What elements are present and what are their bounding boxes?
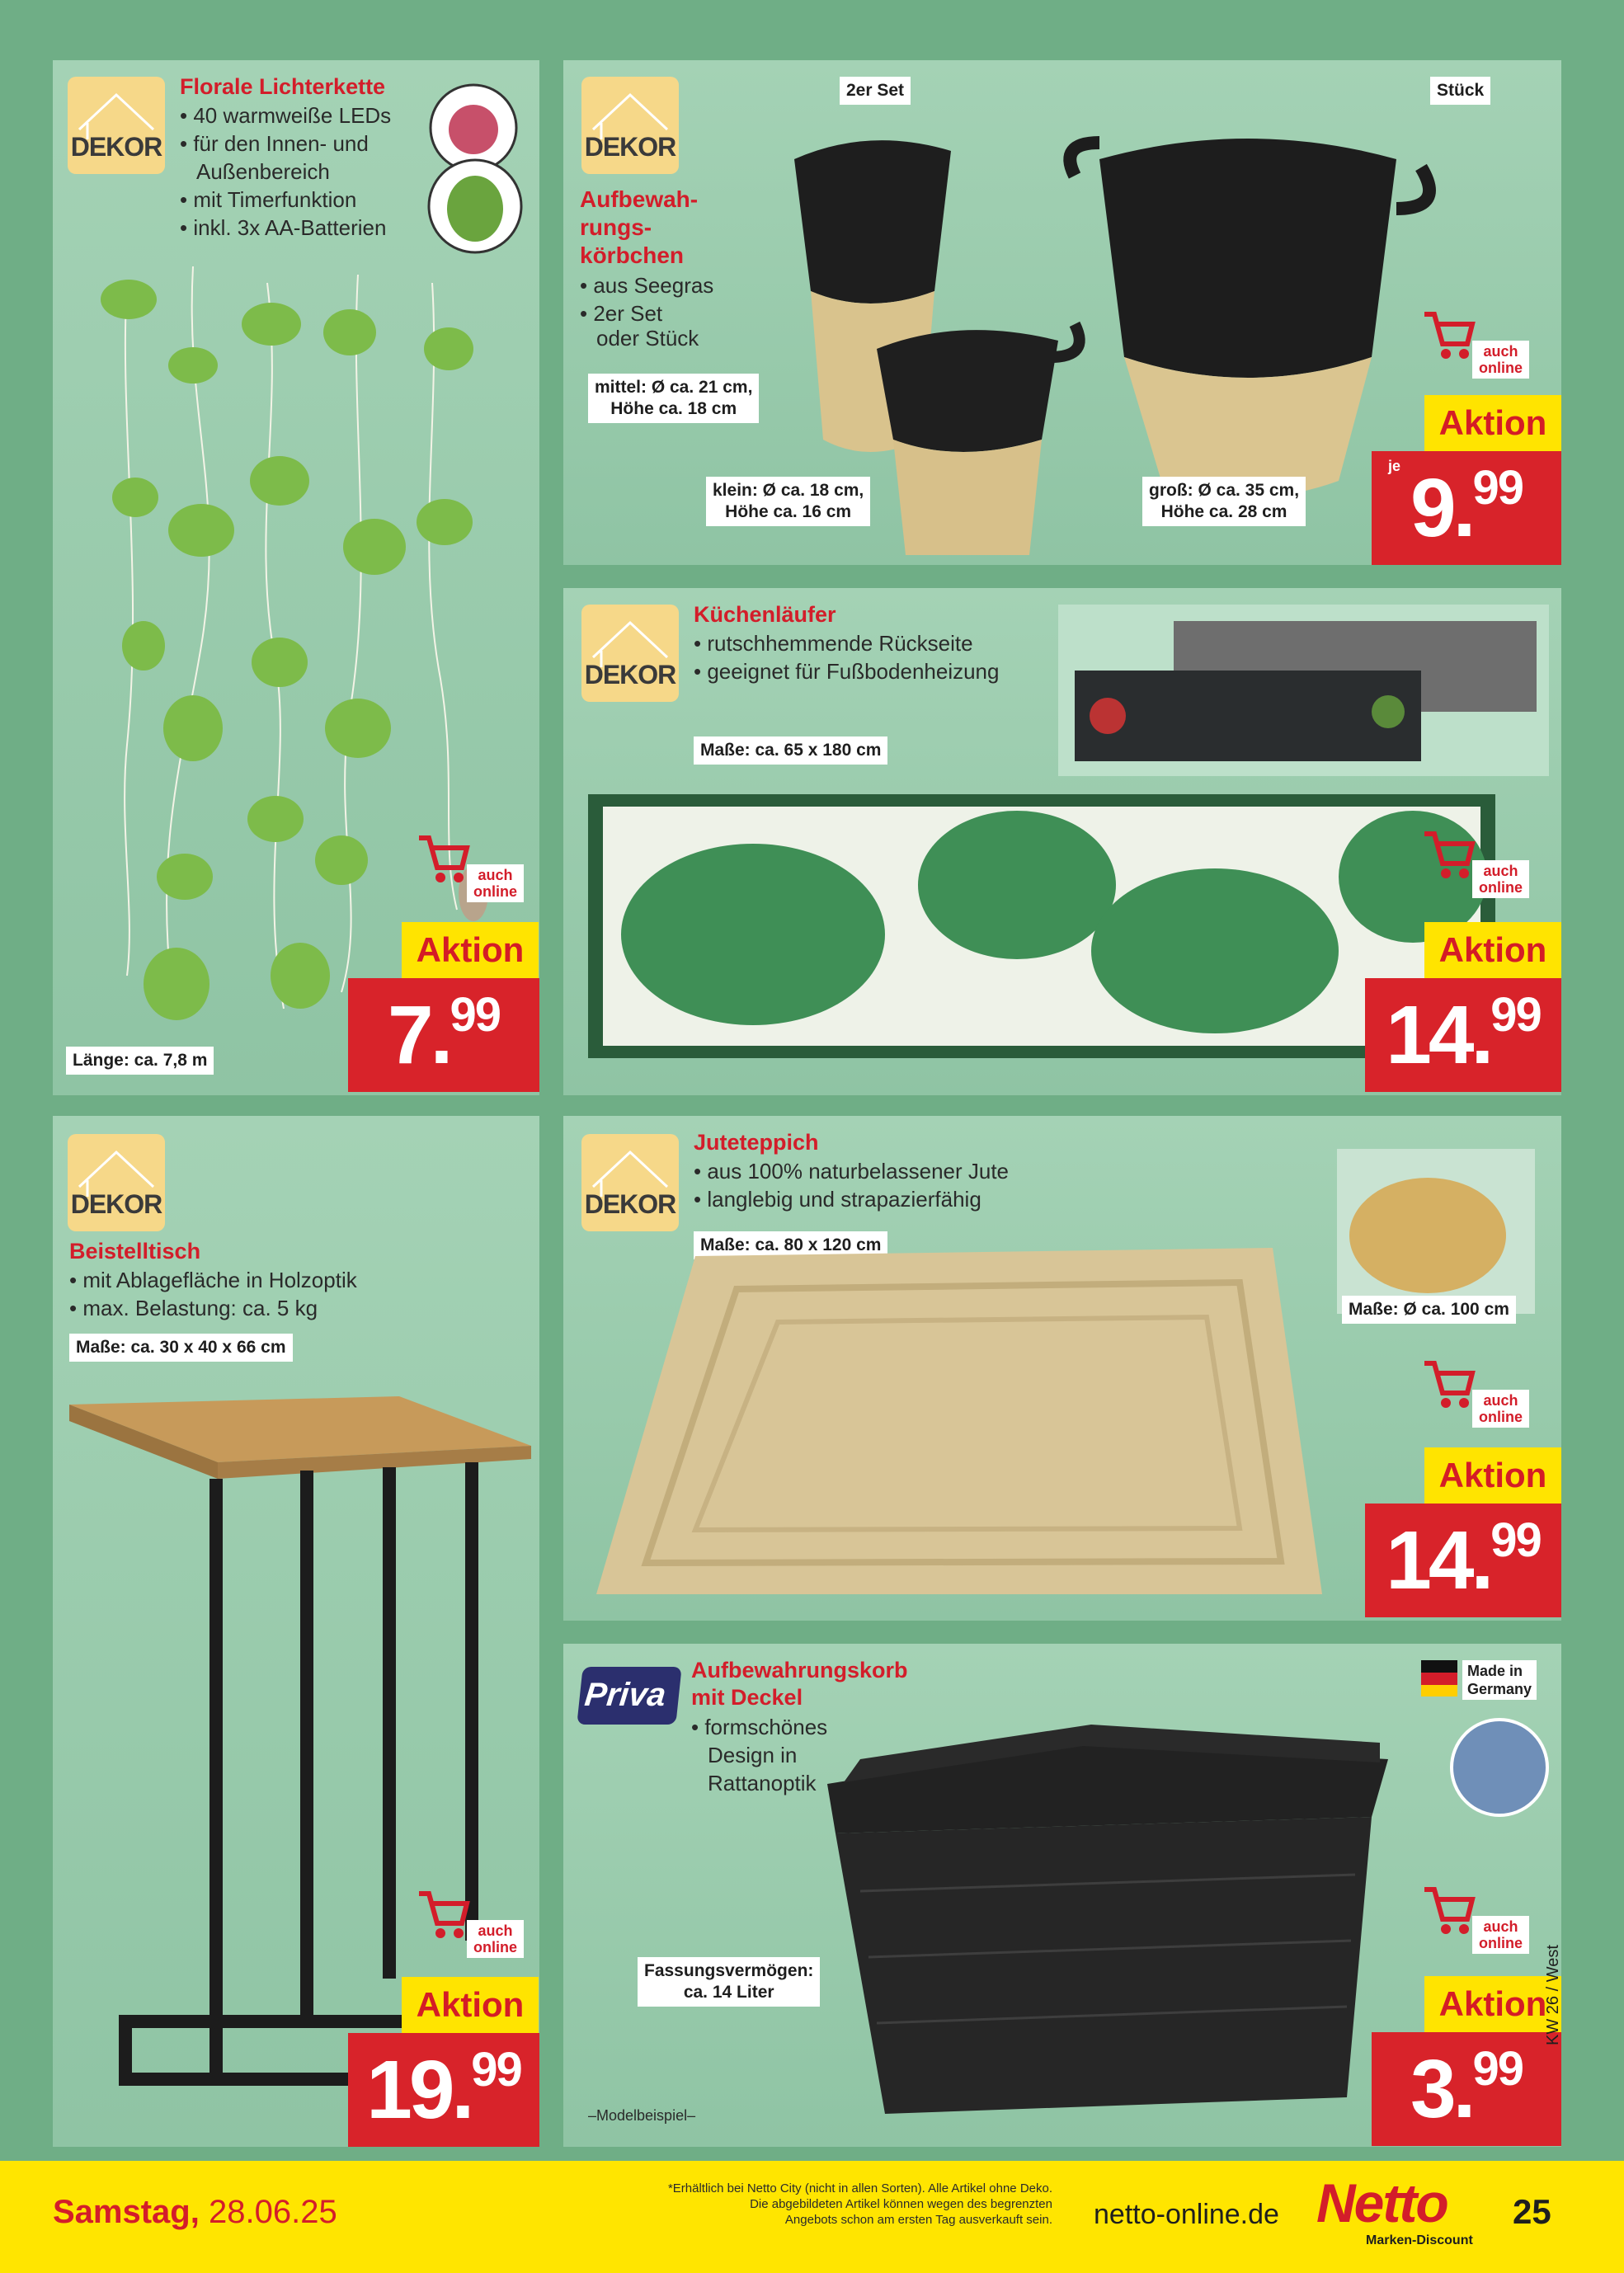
aktion-badge: Aktion — [1424, 1976, 1561, 2032]
page-number: 25 — [1513, 2192, 1551, 2231]
dekor-badge: DEKOR — [581, 605, 679, 702]
online-label: online — [473, 883, 517, 900]
product-bullets — [180, 101, 391, 158]
cart-icon — [416, 831, 473, 889]
label-2er-set: 2er Set — [840, 77, 911, 105]
bullet-continuation: Design in Rattanoptik — [708, 1743, 817, 1795]
size-tag-mittel: mittel: Ø ca. 21 cm, Höhe ca. 18 cm — [588, 374, 759, 423]
footer-disclaimer: *Erhältlich bei Netto City (nicht in allen Sorten). Alle Artikel ohne Deko. Die abgebildeten Artikel können wegen des begrenzten Angebots schon am ersten Tag ausverkauft sein. — [667, 2181, 1052, 2227]
product-panel-lichterkette — [53, 60, 539, 1095]
size-tag-klein: klein: Ø ca. 18 cm, Höhe ca. 16 cm — [706, 477, 870, 526]
cart-icon — [416, 1887, 473, 1945]
price-integer: 19. — [366, 2044, 472, 2136]
leaf-detail-image — [424, 78, 531, 260]
price-badge — [348, 2033, 539, 2147]
price-badge — [1365, 978, 1561, 1092]
bullet: • geeignet für Fußbodenheizung — [694, 657, 999, 685]
round-rug-image — [1337, 1149, 1535, 1314]
product-panel-beistelltisch — [53, 1116, 539, 2147]
price-badge — [348, 978, 539, 1092]
bullet: • rutschhemmende Rückseite — [694, 629, 999, 657]
capacity-tag: Fassungsvermögen: ca. 14 Liter — [638, 1957, 820, 2007]
bullet: • langlebig und strapazierfähig — [694, 1185, 1009, 1213]
footer — [0, 2161, 1624, 2273]
product-bullets — [69, 1266, 357, 1322]
size-tag: Maße: ca. 65 x 180 cm — [694, 736, 887, 765]
price-decimals: 99 — [1490, 988, 1541, 1042]
aktion-badge: Aktion — [1424, 922, 1561, 978]
bullet: • aus Seegras — [580, 271, 713, 299]
label-stueck: Stück — [1430, 77, 1490, 105]
aktion-badge: Aktion — [1424, 1447, 1561, 1504]
product-bullets — [694, 629, 999, 685]
rattan-detail-image — [1448, 1716, 1551, 1819]
product-title: Aufbewahrungskorb mit Deckel — [691, 1658, 908, 1710]
bullet-continuation: Außenbereich — [196, 159, 330, 184]
price-decimals: 99 — [1490, 1513, 1541, 1567]
footer-date: Samstag, 28.06.25 — [53, 2194, 337, 2230]
size-tag: Maße: ca. 80 x 120 cm — [694, 1231, 887, 1259]
auch-online-badge — [416, 831, 539, 906]
product-panel-kuechenlaeufer — [563, 588, 1561, 1095]
dekor-badge: DEKOR — [581, 77, 679, 174]
auch-online-badge: auch online — [416, 1887, 539, 1961]
size-tag: Maße: ca. 30 x 40 x 66 cm — [69, 1334, 293, 1362]
dekor-badge: DEKOR — [68, 1134, 165, 1231]
size-tag-gross: groß: Ø ca. 35 cm, Höhe ca. 28 cm — [1142, 477, 1306, 526]
product-bullets — [694, 1157, 1009, 1213]
price-decimals: 99 — [450, 988, 500, 1042]
bullet-continuation: oder Stück — [596, 326, 699, 351]
bullet: • inkl. 3x AA-Batterien — [180, 214, 386, 242]
product-title: Juteteppich — [694, 1130, 819, 1155]
product-bullets — [691, 1713, 827, 1741]
price-integer: 14. — [1386, 1514, 1491, 1607]
cart-icon — [1421, 308, 1479, 365]
aktion-badge: Aktion — [1424, 395, 1561, 451]
product-title: Küchenläufer — [694, 602, 836, 627]
product-bullets-2 — [180, 186, 386, 242]
product-panel-korb-deckel: Priva Aufbewahrungskorb mit Deckel • formschönes Design in Rattanoptik Made in Germany Fassungsvermögen: ca. 14 Liter –Modelbeispiel– auch online Aktion 3.99 — [563, 1644, 1561, 2147]
german-flag-icon — [1421, 1660, 1457, 1697]
size-tag: Länge: ca. 7,8 m — [66, 1047, 214, 1075]
product-title: Beistelltisch — [69, 1239, 201, 1264]
price-decimals: 99 — [1472, 461, 1523, 515]
cart-icon — [1421, 827, 1479, 885]
bullet: • formschönes — [691, 1713, 827, 1741]
aktion-badge: Aktion — [402, 1977, 539, 2033]
product-panel-juteteppich — [563, 1116, 1561, 1621]
price-integer: 3. — [1410, 2043, 1473, 2135]
bullet: • mit Timerfunktion — [180, 186, 386, 214]
bullet: • 40 warmweiße LEDs — [180, 101, 391, 129]
product-title: Florale Lichterkette — [180, 74, 386, 99]
dekor-badge: DEKOR — [581, 1134, 679, 1231]
auch-label: auch — [478, 867, 513, 883]
calendar-week-label: KW 26 / West — [1544, 1945, 1562, 2045]
product-title: Aufbewah- rungs- körbchen — [580, 186, 699, 268]
bullet: • aus 100% naturbelassener Jute — [694, 1157, 1009, 1185]
footer-website[interactable]: netto-online.de — [1094, 2199, 1279, 2230]
price-decimals: 99 — [471, 2043, 521, 2097]
model-note: –Modelbeispiel– — [588, 2107, 696, 2124]
aktion-badge: Aktion — [402, 922, 539, 978]
bullet: • für den Innen- und — [180, 129, 391, 158]
bullet: • mit Ablagefläche in Holzoptik — [69, 1266, 357, 1294]
price-integer: 9. — [1410, 462, 1473, 554]
auch-online-badge: auch online — [1421, 308, 1545, 382]
size-tag-round: Maße: Ø ca. 100 cm — [1342, 1296, 1516, 1324]
auch-online-badge: auch online — [1421, 827, 1545, 901]
product-panel-koerbchen — [563, 60, 1561, 565]
price-integer: 14. — [1386, 989, 1491, 1081]
price-integer: 7. — [388, 989, 450, 1081]
cart-icon — [1421, 1357, 1479, 1414]
je-label: je — [1388, 458, 1401, 474]
runner-image — [588, 786, 1495, 1066]
cart-icon — [1421, 1883, 1479, 1941]
dekor-badge: DEKOR — [68, 77, 165, 174]
netto-logo: Netto Marken-Discount — [1316, 2172, 1473, 2247]
jute-rug-image — [596, 1240, 1322, 1602]
bullet: • max. Belastung: ca. 5 kg — [69, 1294, 357, 1322]
auch-online-badge: auch online — [1421, 1883, 1545, 1957]
price-decimals: 99 — [1472, 2042, 1523, 2096]
storage-basket-image — [811, 1710, 1421, 2122]
price-badge — [1365, 1504, 1561, 1617]
auch-online-badge: auch online — [1421, 1357, 1545, 1431]
price-badge — [1372, 451, 1561, 565]
runner-detail-image — [1058, 605, 1549, 776]
priva-logo: Priva — [577, 1667, 681, 1725]
bullet: • 2er Set — [580, 299, 713, 327]
price-badge — [1372, 2032, 1561, 2146]
